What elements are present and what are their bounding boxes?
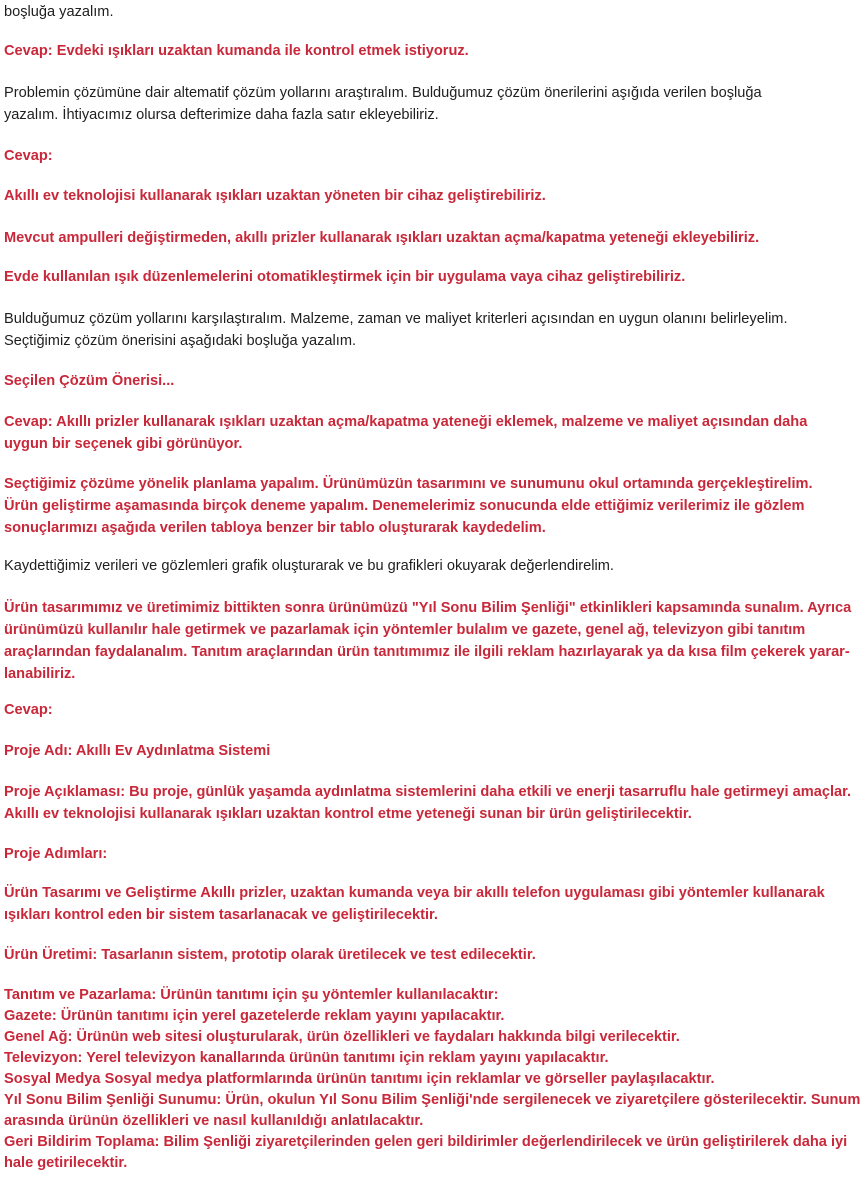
- text-line: boşluğa yazalım.: [4, 4, 114, 20]
- text-line: ışıkları kontrol eden bir sistem tasarlanacak ve geliştirilecektir.: [4, 907, 438, 923]
- answer-label: [4, 145, 860, 167]
- text-line: uygun bir seçenek gibi görünüyor.: [4, 436, 243, 452]
- text-line: Cevap:: [4, 702, 53, 718]
- intro-continuation: [4, 1, 860, 23]
- step-promotion: [4, 985, 860, 1174]
- text-line: Televizyon: Yerel televizyon kanallarında ürünün tanıtımı için reklam yayını yapılacaktır.: [4, 1050, 609, 1066]
- text-line: Seçilen Çözüm Önerisi...: [4, 373, 175, 389]
- text-line: Akıllı ev teknolojisi kullanarak ışıkları uzaktan yöneten bir cihaz geliştirebiliriz.: [4, 188, 546, 204]
- text-line: Problemin çözümüne dair altematif çözüm yollarını araştıralım. Bulduğumuz çözüm önerilerini aşığıda verilen boşluğa: [4, 85, 762, 101]
- selected-solution-heading: [4, 370, 860, 392]
- text-line: Geri Bildirim Toplama: Bilim Şenliği ziyaretçilerinden gelen geri bildirimler değerlendirilecek ve ürün geliştirilerek daha iyi: [4, 1134, 848, 1150]
- answer-label: [4, 699, 860, 721]
- text-line: Seçtiğimiz çözüm önerisini aşağıdaki boşluğa yazalım.: [4, 333, 357, 349]
- instruction-compare: [4, 308, 860, 352]
- text-line: Kaydettiğimiz verileri ve gözlemleri grafik oluşturarak ve bu grafikleri okuyarak değerlendirelim.: [4, 558, 614, 574]
- step-production: [4, 944, 860, 966]
- marketing-paragraph: [4, 597, 860, 685]
- answer-selected-solution: [4, 411, 860, 455]
- instruction-graph: [4, 555, 860, 577]
- solution-option-2: [4, 227, 860, 249]
- text-line: Mevcut ampulleri değiştirmeden, akıllı prizler kullanarak ışıkları uzaktan açma/kapatma yeteneği ekleyebiliriz.: [4, 230, 760, 246]
- solution-option-3: [4, 266, 860, 288]
- project-description: [4, 781, 860, 825]
- text-line: Ürün geliştirme aşamasında birçok deneme yapalım. Denemelerimiz sonucunda elde ettiğimiz verilerimiz ile gözlem: [4, 498, 805, 514]
- text-line: lanabiliriz.: [4, 666, 76, 682]
- text-line: Ürün Üretimi: Tasarlanın sistem, prototip olarak üretilecek ve test edilecektir.: [4, 947, 536, 963]
- text-line: Yıl Sonu Bilim Şenliği Sunumu: Ürün, okulun Yıl Sonu Bilim Şenliği'nde sergilenecek ve ziyaretçilere gösterilecektir. Sunum: [4, 1092, 861, 1108]
- text-line: Sosyal Medya Sosyal medya platformlarında ürünün tanıtımı için reklamlar ve görseller paylaşılacaktır.: [4, 1071, 715, 1087]
- text-line: Gazete: Ürünün tanıtımı için yerel gazetelerde reklam yayını yapılacaktır.: [4, 1008, 505, 1024]
- text-line: Proje Adımları:: [4, 846, 108, 862]
- text-line: Cevap:: [4, 148, 53, 164]
- text-line: Cevap: Akıllı prizler kullanarak ışıkları uzaktan açma/kapatma yateneği eklemek, malzeme ve maliyet açısından daha: [4, 414, 808, 430]
- instruction-alternatives: [4, 82, 860, 126]
- text-line: Seçtiğimiz çözüme yönelik planlama yapalım. Ürünümüzün tasarımını ve sunumunu okul ortamında gerçekleştirelim.: [4, 476, 813, 492]
- text-line: Proje Adı: Akıllı Ev Aydınlatma Sistemi: [4, 743, 271, 759]
- text-line: araçlarından faydalanalım. Tanıtım araçlarından ürün tanıtımımız ile ilgili reklam hazırlayarak ya da kısa film çekerek yarar-: [4, 644, 850, 660]
- solution-option-1: [4, 185, 860, 207]
- text-line: hale getirilecektir.: [4, 1155, 128, 1171]
- text-line: Cevap: Evdeki ışıkları uzaktan kumanda ile kontrol etmek istiyoruz.: [4, 43, 469, 59]
- text-line: Evde kullanılan ışık düzenlemelerini otomatikleştirmek için bir uygulama vaya cihaz geliştirebiliriz.: [4, 269, 686, 285]
- answer-problem: [4, 40, 860, 62]
- text-line: arasında ürünün özellikleri ve nasıl kullanıldığı anlatılacaktır.: [4, 1113, 424, 1129]
- text-line: ürünümüzü kullanılır hale getirmek ve pazarlamak için yöntemler bulalım ve gazete, genel ağ, televizyon gibi tanıtım: [4, 622, 806, 638]
- project-steps-heading: [4, 843, 860, 865]
- text-line: Ürün Tasarımı ve Geliştirme Akıllı prizler, uzaktan kumanda veya bir akıllı telefon uygulaması gibi yöntemler kullanarak: [4, 885, 825, 901]
- text-line: Akıllı ev teknolojisi kullanarak ışıkları uzaktan kontrol etme yeteneği sunan bir ürün geliştirilecektir.: [4, 806, 692, 822]
- step-design: [4, 882, 860, 926]
- text-line: yazalım. İhtiyacımız olursa defterimize daha fazla satır ekleyebiliriz.: [4, 107, 439, 123]
- text-line: Genel Ağ: Ürünün web sitesi oluşturularak, ürün özellikleri ve faydaları hakkında bilgi verilecektir.: [4, 1029, 680, 1045]
- planning-paragraph: [4, 473, 860, 539]
- text-line: Bulduğumuz çözüm yollarını karşılaştıralım. Malzeme, zaman ve maliyet kriterleri açısından en uygun olanını belirleyelim.: [4, 311, 788, 327]
- text-line: Proje Açıklaması: Bu proje, günlük yaşamda aydınlatma sistemlerini daha etkili ve enerji tasarruflu hale getirmeyi amaçlar.: [4, 784, 852, 800]
- text-line: Tanıtım ve Pazarlama: Ürünün tanıtımı için şu yöntemler kullanılacaktır:: [4, 987, 499, 1003]
- text-line: Ürün tasarımımız ve üretimimiz bittikten sonra ürünümüzü "Yıl Sonu Bilim Şenliği" etkinlikleri kapsamında sunalım. Ayrıca: [4, 600, 852, 616]
- project-name: [4, 740, 860, 762]
- text-line: sonuçlarımızı aşağıda verilen tabloya benzer bir tablo oluşturarak kaydedelim.: [4, 520, 546, 536]
